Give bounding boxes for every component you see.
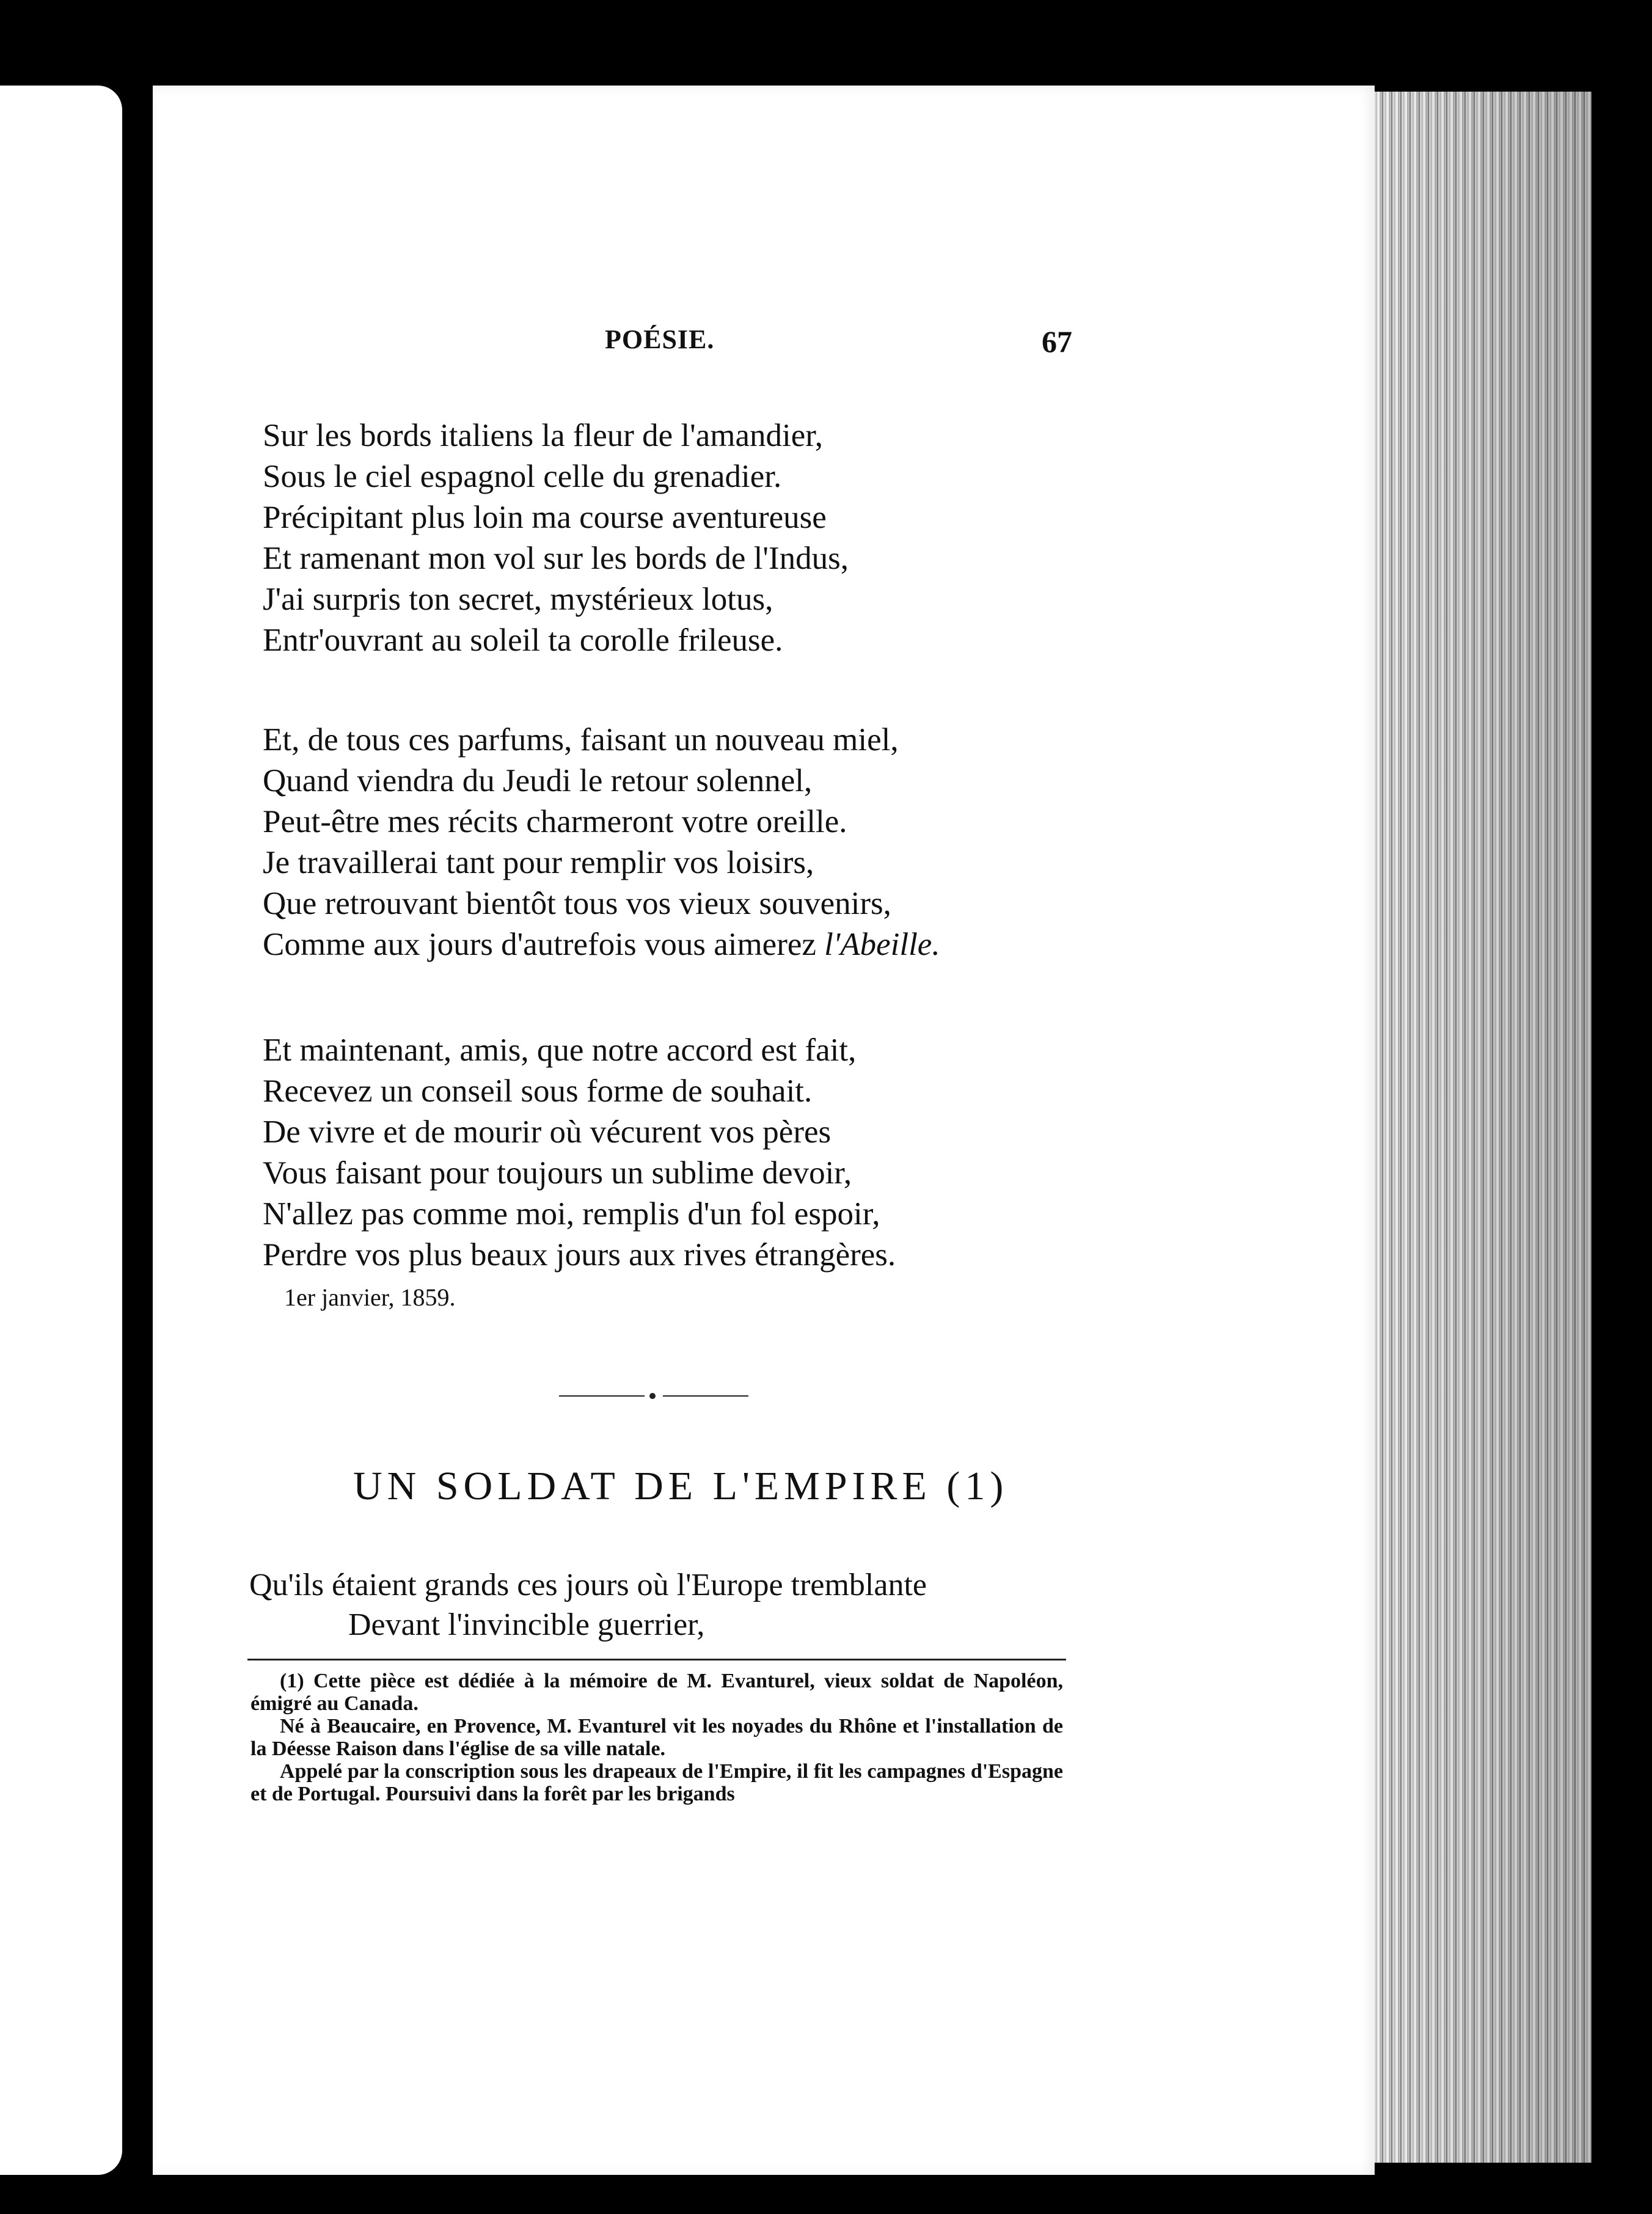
footnote-reference: (1) (946, 1464, 1009, 1508)
page-number: 67 (1042, 324, 1072, 359)
verse-line: J'ai surpris ton secret, mystérieux lotus, (263, 582, 773, 617)
footnotes (250, 1670, 1063, 1805)
facing-page-edge (0, 86, 122, 2175)
stanza-3 (263, 1030, 896, 1276)
section-separator (559, 1393, 748, 1399)
separator-rule-right (663, 1395, 748, 1397)
verse-line: Recevez un conseil sous forme de souhait. (263, 1073, 813, 1109)
verse-line: Peut-être mes récits charmeront votre oreille. (263, 804, 847, 839)
verse-line: Que retrouvant bientôt tous vos vieux souvenirs, (263, 886, 891, 921)
book-page-edges (1359, 92, 1592, 2163)
poem-title-text: UN SOLDAT DE L'EMPIRE (353, 1464, 932, 1508)
running-head: POÉSIE. (605, 324, 715, 354)
verse-line: Perdre vos plus beaux jours aux rives étrangères. (263, 1237, 896, 1273)
verse-line: Qu'ils étaient grands ces jours où l'Europe tremblante (249, 1568, 927, 1602)
footnote-paragraph: Appelé par la conscription sous les drapeaux de l'Empire, il fit les campagnes d'Espagne et de Portugal. Poursuivi dans la forêt par les brigands (250, 1760, 1063, 1805)
stanza-1 (263, 415, 849, 661)
verse-line (263, 924, 940, 965)
verse-line: De vivre et de mourir où vécurent vos pères (263, 1114, 831, 1150)
verse-line: Vous faisant pour toujours un sublime devoir, (263, 1155, 852, 1191)
separator-dot (649, 1393, 656, 1399)
verse-line: Quand viendra du Jeudi le retour solennel, (263, 763, 813, 798)
verse-line-text: Comme aux jours d'autrefois vous aimerez (263, 927, 825, 962)
poem-title (353, 1463, 1008, 1510)
verse-line: N'allez pas comme moi, remplis d'un fol espoir, (263, 1196, 880, 1232)
footnote-paragraph: Né à Beaucaire, en Provence, M. Evanturel vit les noyades du Rhône et l'installation de la Déesse Raison dans l'église de sa ville natale. (250, 1715, 1063, 1760)
verse-line: Et ramenant mon vol sur les bords de l'Indus, (263, 541, 849, 576)
separator-rule-left (559, 1395, 645, 1397)
verse-line: Je travaillerai tant pour remplir vos loisirs, (263, 845, 814, 880)
verse-line: Précipitant plus loin ma course aventureuse (263, 500, 827, 535)
footnote-rule (247, 1659, 1066, 1660)
verse-line: Et maintenant, amis, que notre accord est fait, (263, 1032, 857, 1068)
verse-line: Entr'ouvrant au soleil ta corolle frileuse. (263, 623, 783, 658)
stanza-2 (263, 720, 940, 965)
verse-line: Sous le ciel espagnol celle du grenadier. (263, 459, 782, 494)
poem-date: 1er janvier, 1859. (284, 1284, 456, 1311)
italic-title: l'Abeille. (824, 927, 940, 962)
verse-line: Sur les bords italiens la fleur de l'amandier, (263, 418, 823, 453)
footnote-paragraph: (1) Cette pièce est dédiée à la mémoire de M. Evanturel, vieux soldat de Napoléon, émigré au Canada. (250, 1670, 1063, 1715)
verse-line: Devant l'invincible guerrier, (348, 1607, 705, 1642)
verse-line: Et, de tous ces parfums, faisant un nouveau miel, (263, 722, 899, 758)
